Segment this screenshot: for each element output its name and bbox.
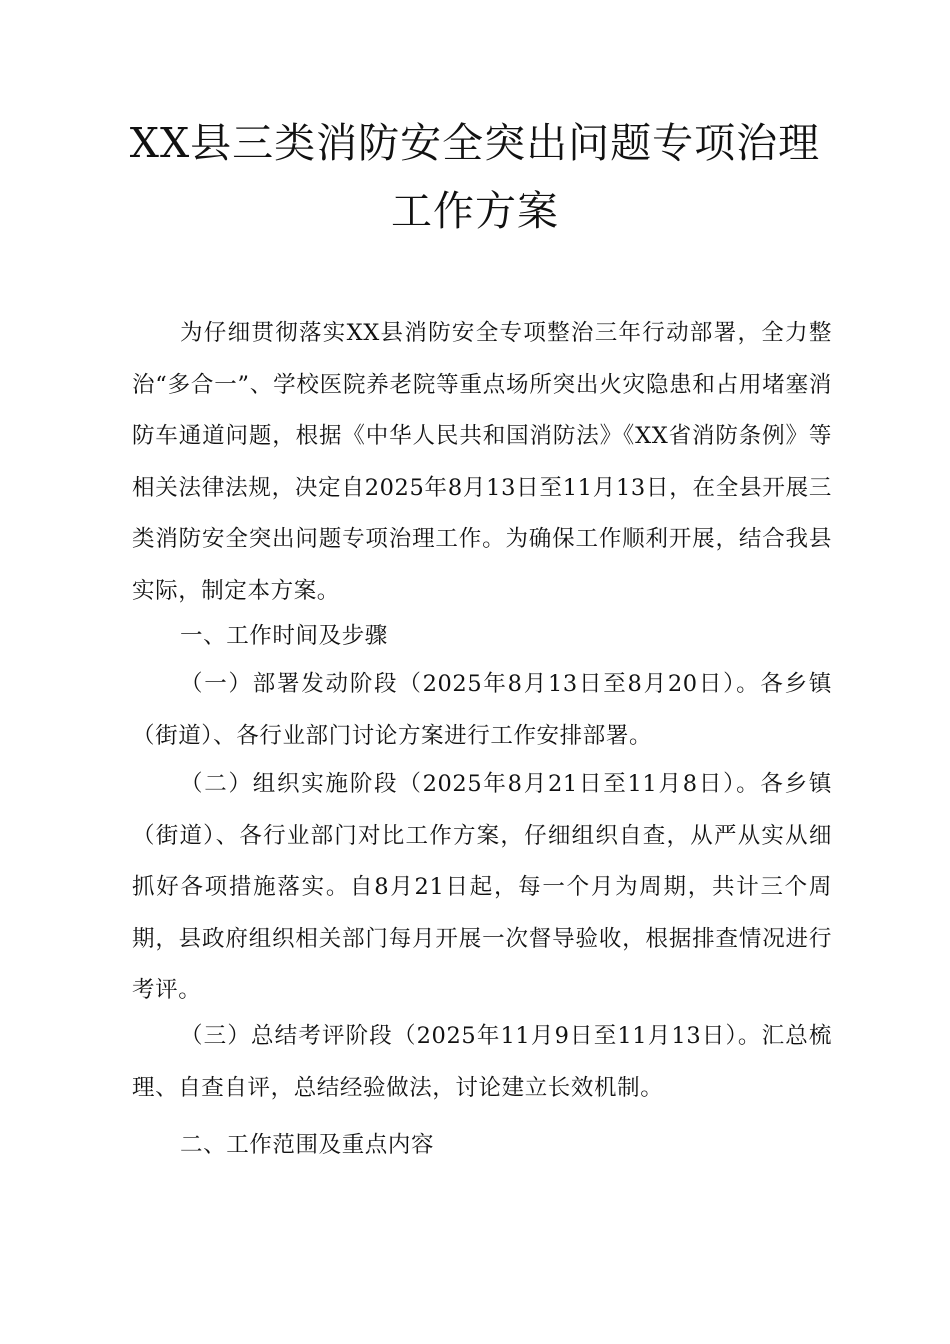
intro-paragraph: 为仔细贯彻落实XX县消防安全专项整治三年行动部署，全力整治“多合一”、学校医院养老院等重点场所突出火灾隐患和占用堵塞消防车通道问题，根据《中华人民共和国消防法》《XX省消防条例》等相关法律法规，决定自2025年8月13日至11月13日，在全县开展三类消防安全突出问题专项治理工作。为确保工作顺利开展，结合我县实际，制定本方案。 [132, 320, 832, 604]
document-title-line-1: XX县三类消防安全突出问题专项治理 [129, 119, 821, 167]
step-2-paragraph: （二）组织实施阶段（2025年8月21日至11月8日）。各乡镇（街道）、各行业部门对比工作方案，仔细组织自查，从严从实从细抓好各项措施落实。自8月21日起，每一个月为周期，共计三个周期，县政府组织相关部门每月开展一次督导验收，根据排查情况进行考评。 [132, 771, 832, 1003]
section-heading-2: 二、工作范围及重点内容 [180, 1132, 435, 1158]
step-1-paragraph: （一）部署发动阶段（2025年8月13日至8月20日）。各乡镇（街道）、各行业部门讨论方案进行工作安排部署。 [132, 671, 832, 749]
document-title-line-2: 工作方案 [391, 187, 559, 235]
section-heading-1: 一、工作时间及步骤 [180, 623, 388, 649]
step-3-paragraph: （三）总结考评阶段（2025年11月9日至11月13日）。汇总梳理、自查自评，总结经验做法，讨论建立长效机制。 [132, 1023, 832, 1101]
